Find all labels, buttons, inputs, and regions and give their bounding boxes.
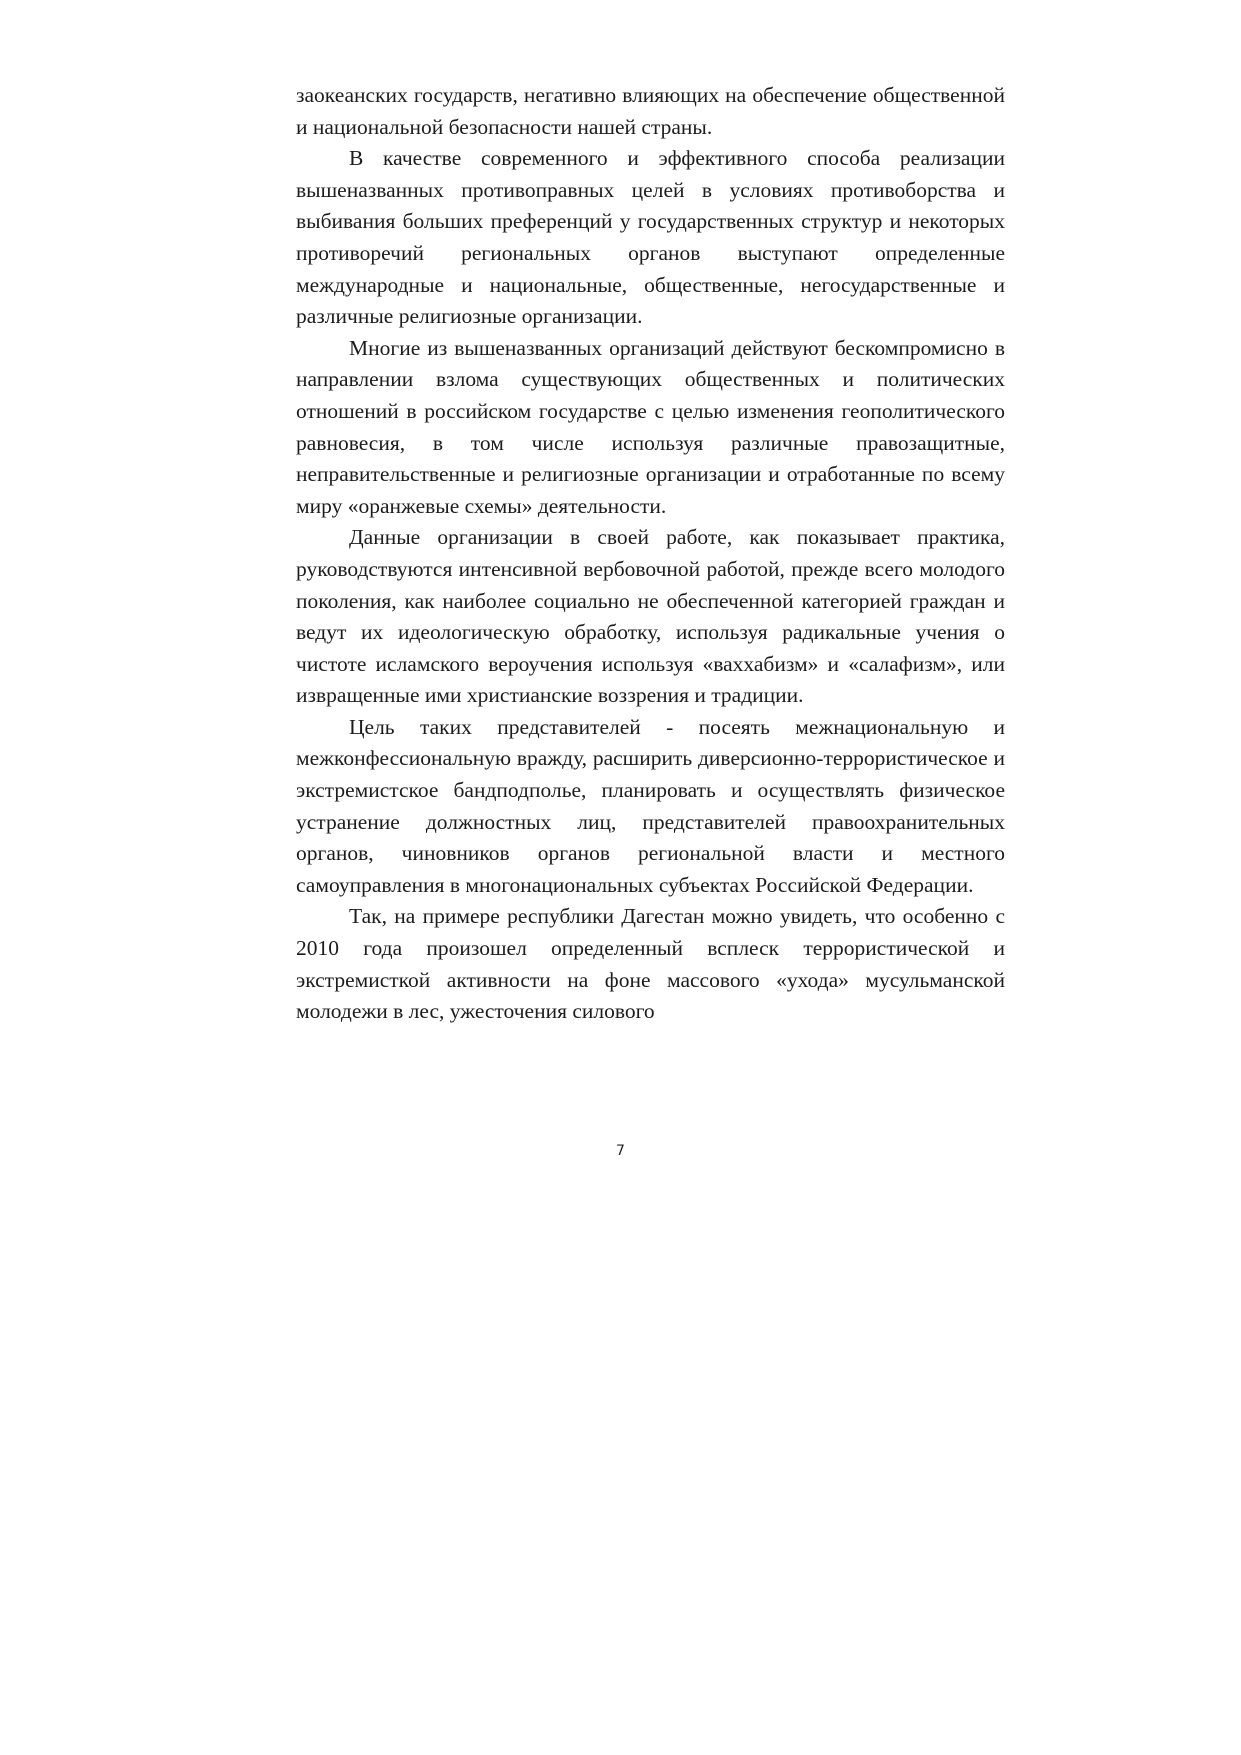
paragraph-goals: Цель таких представителей - посеять межнациональную и межконфессиональную вражду, расширить диверсионно-террористическое и экстремистское бандподполье, планировать и осуществлять физическое устранение должностных лиц, представителей правоохранительных органов, чиновников органов региональной власти и местного самоуправления в многонациональных субъектах Российской Федерации. <box>296 714 1005 897</box>
paragraph-continued: заокеанских государств, негативно влияющих на обеспечение общественной и национальной безопасности нашей страны. <box>296 83 1005 139</box>
page-number: 7 <box>616 1143 625 1159</box>
paragraph-many-organizations: Многие из вышеназванных организаций действуют бескомпромисно в направлении взлома существующих общественных и политических отношений в российском государстве с целью изменения геополитического равновесия, в том числе используя различные правозащитные, неправительственные и религиозные организации и отработанные по всему миру «оранжевые схемы» деятельности. <box>296 335 1005 518</box>
paragraph-organizations: В качестве современного и эффективного способа реализации вышеназванных противоправных целей в условиях противоборства и выбивания больших преференций у государственных структур и некоторых противоречий региональных органов выступают определенные международные и национальные, общественные, негосударственные и различные религиозные организации. <box>296 146 1005 329</box>
body-text <box>296 80 1005 1028</box>
paragraph-recruitment: Данные организации в своей работе, как показывает практика, руководствуются интенсивной вербовочной работой, прежде всего молодого поколения, как наиболее социально не обеспеченной категорией граждан и ведут их идеологическую обработку, используя радикальные учения о чистоте исламского вероучения используя «ваххабизм» и «салафизм», или извращенные ими христианские воззрения и традиции. <box>296 525 1005 708</box>
paragraph-dagestan: Так, на примере республики Дагестан можно увидеть, что особенно с 2010 года произошел определенный всплеск террористической и экстремисткой активности на фоне массового «ухода» мусульманской молодежи в лес, ужесточения силового <box>296 904 1005 1024</box>
